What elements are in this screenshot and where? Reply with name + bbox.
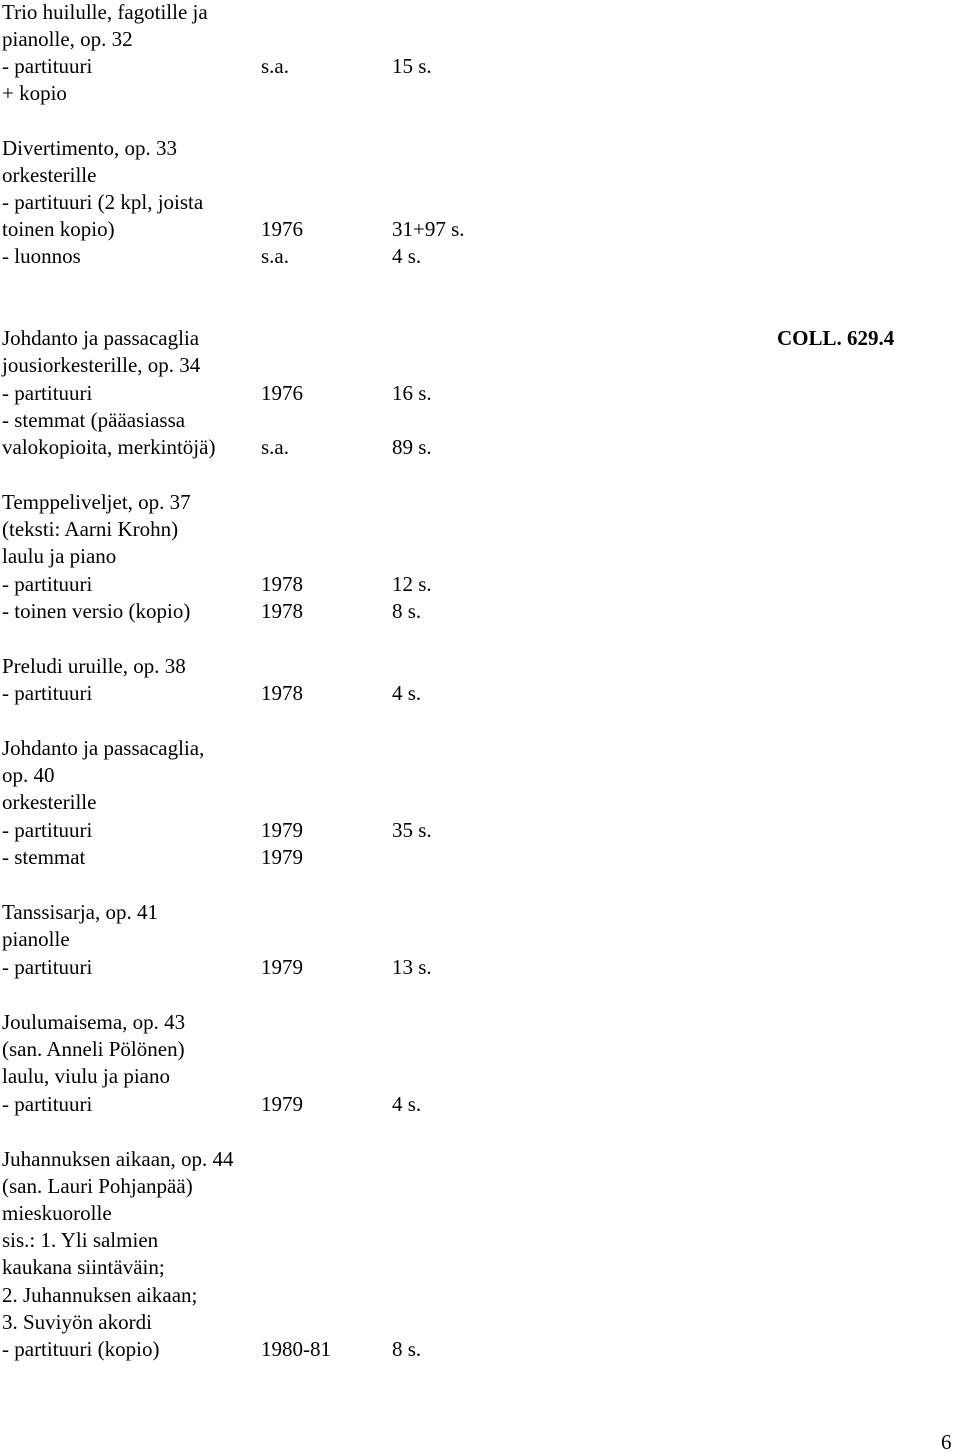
- entry-text: Temppeliveljet, op. 37: [2, 490, 191, 514]
- catalog-line: [2, 571, 702, 598]
- catalog-line: [2, 1036, 702, 1063]
- catalog-line: [2, 899, 702, 926]
- catalog-line: [2, 135, 702, 162]
- entry-text: jousiorkesterille, op. 34: [2, 353, 201, 377]
- catalog-line: [2, 53, 702, 80]
- entry-text: mieskuorolle: [2, 1201, 112, 1225]
- entry-text: (san. Lauri Pohjanpää): [2, 1174, 193, 1198]
- catalog-line: [2, 926, 702, 953]
- catalog-line: [2, 735, 702, 762]
- entry-text: - partituuri (2 kpl, joista: [2, 190, 204, 214]
- entry-year: 1980-81: [261, 1337, 331, 1361]
- entry-text: Preludi uruille, op. 38: [2, 654, 186, 678]
- entry-year: 1976: [261, 217, 303, 241]
- catalog-line: [2, 189, 702, 216]
- entry-text: valokopioita, merkintöjä): [2, 435, 216, 459]
- entry-text: - stemmat (pääasiassa: [2, 408, 186, 432]
- entry-text: orkesterille: [2, 163, 97, 187]
- catalog-line: [2, 380, 702, 407]
- entry-text: - partituuri: [2, 955, 93, 979]
- catalog-line: [2, 243, 702, 270]
- entry-text: - partituuri: [2, 381, 93, 405]
- entry-text: Johdanto ja passacaglia,: [2, 736, 205, 760]
- catalog-line: [2, 516, 702, 543]
- catalog-line: [2, 954, 702, 981]
- entry-pages: 89 s.: [392, 435, 432, 459]
- entry-text: Joulumaisema, op. 43: [2, 1010, 186, 1034]
- entry-text: orkesterille: [2, 790, 97, 814]
- catalog-line: [2, 1063, 702, 1090]
- catalog-line: [2, 162, 702, 189]
- entry-text: + kopio: [2, 81, 67, 105]
- entry-year: 1979: [261, 1092, 303, 1116]
- entry-text: 3. Suviyön akordi: [2, 1310, 152, 1334]
- catalog-line: [2, 325, 702, 352]
- entry-pages: 4 s.: [392, 244, 422, 268]
- entry-text: Divertimento, op. 33: [2, 136, 177, 160]
- catalog-line: [2, 653, 702, 680]
- entry-text: - partituuri: [2, 681, 93, 705]
- entry-year: 1978: [261, 572, 303, 596]
- catalog-line: [2, 543, 702, 570]
- catalog-line: [2, 434, 702, 461]
- catalog-line: [2, 407, 702, 434]
- page-number: 6: [941, 1430, 952, 1454]
- entry-pages: 16 s.: [392, 381, 432, 405]
- entry-pages: 15 s.: [392, 54, 432, 78]
- catalog-line: [2, 1336, 702, 1363]
- entry-text: - partituuri: [2, 818, 93, 842]
- entry-text: - partituuri: [2, 54, 93, 78]
- entry-text: - luonnos: [2, 244, 81, 268]
- entry-text: Johdanto ja passacaglia: [2, 326, 200, 350]
- entry-year: 1979: [261, 955, 303, 979]
- entry-year: s.a.: [261, 244, 289, 268]
- catalog-line: [2, 80, 702, 107]
- entry-text: pianolle, op. 32: [2, 27, 133, 51]
- entry-pages: 35 s.: [392, 818, 432, 842]
- entry-year: 1979: [261, 845, 303, 869]
- catalog-line: [2, 817, 702, 844]
- entry-text: pianolle: [2, 927, 70, 951]
- catalog-line: [2, 1146, 702, 1173]
- entry-text: - partituuri: [2, 572, 93, 596]
- entry-text: op. 40: [2, 763, 55, 787]
- entry-text: - partituuri (kopio): [2, 1337, 160, 1361]
- entry-text: kaukana siintäväin;: [2, 1255, 165, 1279]
- entry-year: s.a.: [261, 435, 289, 459]
- catalog-line: [2, 1309, 702, 1336]
- entry-text: toinen kopio): [2, 217, 115, 241]
- entry-text: - stemmat: [2, 845, 86, 869]
- entry-pages: 31+97 s.: [392, 217, 465, 241]
- entry-pages: 13 s.: [392, 955, 432, 979]
- entry-text: Trio huilulle, fagotille ja: [2, 0, 208, 24]
- entry-pages: 8 s.: [392, 599, 422, 623]
- entry-text: laulu ja piano: [2, 544, 117, 568]
- catalog-line: [2, 789, 702, 816]
- collection-number: COLL. 629.4: [777, 326, 895, 350]
- entry-text: - toinen versio (kopio): [2, 599, 191, 623]
- entry-pages: 8 s.: [392, 1337, 422, 1361]
- catalog-line: [2, 1200, 702, 1227]
- entry-text: (teksti: Aarni Krohn): [2, 517, 179, 541]
- catalog-line: [2, 762, 702, 789]
- entry-text: Juhannuksen aikaan, op. 44: [2, 1147, 234, 1171]
- catalog-line: [2, 1254, 702, 1281]
- entry-text: - partituuri: [2, 1092, 93, 1116]
- entry-text: sis.: 1. Yli salmien: [2, 1228, 159, 1252]
- catalog-line: [2, 26, 702, 53]
- catalog-line: [2, 1009, 702, 1036]
- entry-text: (san. Anneli Pölönen): [2, 1037, 185, 1061]
- catalog-line: [2, 352, 702, 379]
- catalog-line: [2, 844, 702, 871]
- entry-text: laulu, viulu ja piano: [2, 1064, 170, 1088]
- entry-pages: 12 s.: [392, 572, 432, 596]
- entry-text: Tanssisarja, op. 41: [2, 900, 159, 924]
- catalog-line: [2, 1282, 702, 1309]
- entry-year: 1978: [261, 599, 303, 623]
- catalog-line: [2, 598, 702, 625]
- catalog-line: [2, 0, 702, 26]
- entry-year: s.a.: [261, 54, 289, 78]
- entry-year: 1979: [261, 818, 303, 842]
- entry-pages: 4 s.: [392, 681, 422, 705]
- catalog-line: [2, 1091, 702, 1118]
- entry-pages: 4 s.: [392, 1092, 422, 1116]
- catalog-line: [2, 1227, 702, 1254]
- entry-year: 1976: [261, 381, 303, 405]
- entry-year: 1978: [261, 681, 303, 705]
- catalog-line: [2, 680, 702, 707]
- catalog-line: [2, 489, 702, 516]
- entry-text: 2. Juhannuksen aikaan;: [2, 1283, 198, 1307]
- catalog-line: [2, 216, 702, 243]
- catalog-line: [2, 1173, 702, 1200]
